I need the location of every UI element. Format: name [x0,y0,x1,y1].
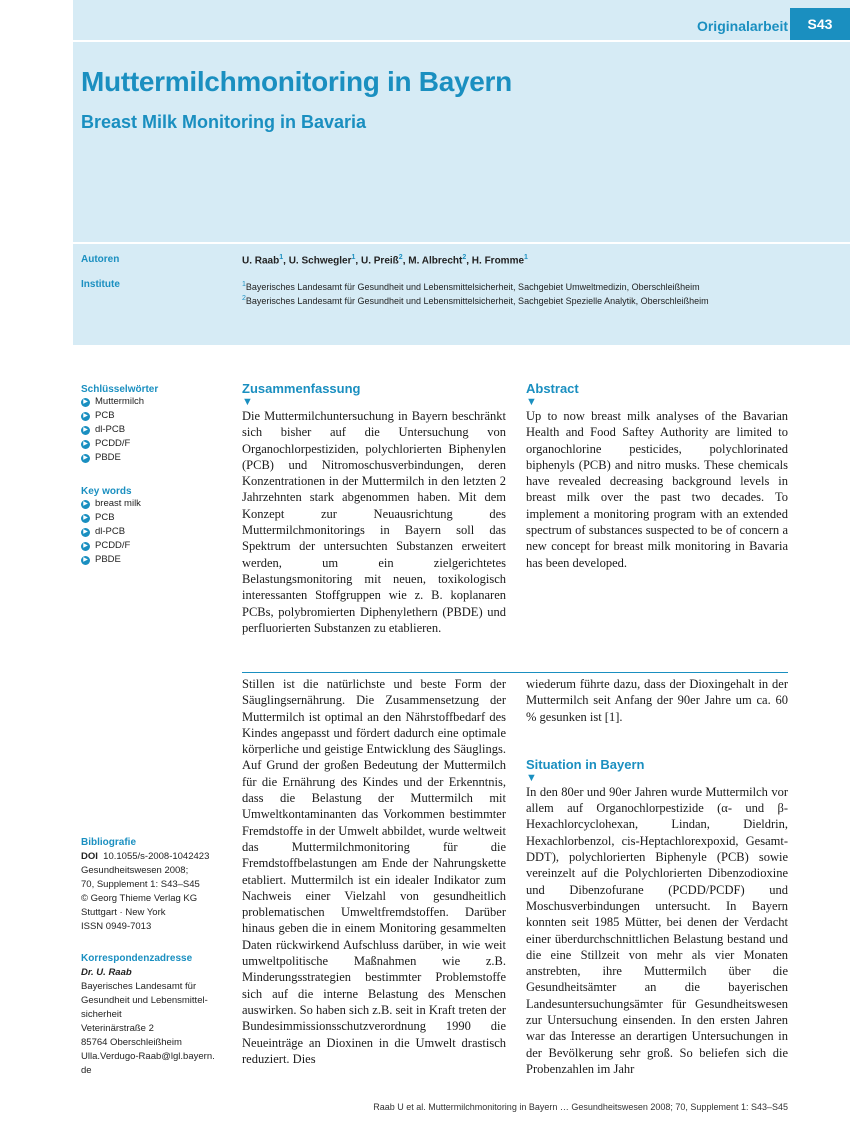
keywords-de [81,384,231,465]
footer-citation: Raab U et al. Muttermilchmonitoring in Bayern … Gesundheitswesen 2008; 70, Supplement 1: S43–S45 [373,1102,788,1112]
abstract-section [526,381,788,571]
bibliography-block [81,836,231,934]
keyword-item [81,437,231,451]
correspondence-heading: Korrespondenzadresse [81,953,193,964]
author-affiliation: 1 [524,254,528,261]
keyword-item [81,525,231,539]
institute-text: Bayerisches Landesamt für Gesundheit und Lebensmittelsicherheit, Sachgebiet Spezielle Analytik, Oberschleißheim [245,296,709,306]
author-affiliation: 1 [279,254,284,261]
institute-number: 2 [242,295,246,302]
keyword-text: breast milk [95,498,141,509]
keyword-item [81,539,231,553]
institute-item [242,279,709,293]
keyword-text: PCB [95,512,115,523]
bibliography-line: 70, Supplement 1: S43–S45 [81,879,200,890]
institute-text: Bayerisches Landesamt für Gesundheit und Lebensmittelsicherheit, Sachgebiet Umweltmedizin, Oberschleißheim [245,282,700,292]
author-separator: , [355,255,361,267]
bibliography-line: Stuttgart · New York [81,907,166,918]
triangle-down-icon: ▼ [242,396,253,408]
correspondence-block [81,952,231,1078]
bullet-icon: ▶ [81,556,90,565]
header-divider [73,40,850,42]
keyword-text: PCB [95,410,115,421]
correspondence-name: Dr. U. Raab [81,967,132,978]
author-separator: , [402,255,409,267]
section-label: Originalarbeit [696,18,788,34]
section-divider [242,672,788,673]
author-affiliation: 2 [462,254,467,261]
keyword-item [81,511,231,525]
author-name: H. Fromme [471,255,525,267]
zusammenfassung-text: Die Muttermilchuntersuchung in Bayern beschränkt sich bisher auf die Untersuchung von Organochlorpestiziden, polychlorierten Biphenylen (PCB) und Nitromoschusverbindungen, deren Konzentrationen in der Muttermilch in den letzten 2 Jahrzehnten stark abgenommen haben. Mit dem Konzept zur Neuausrichtung des Muttermilchmonitorings in Bayern soll das Spektrum der untersuchten Substanzen erweitert werden, um ein zielgerichtetes Belastungsmonitoring mit neuen, toxikologisch interessanten Stoffgruppen wie z. B. koplanaren PCBs, polybromierten Diphenylethern (PBDE) und perfluorierten Substanzen zu etablieren. [242,409,506,635]
keywords-en [81,486,231,567]
abstract-text: Up to now breast milk analyses of the Bavarian Health and Food Saftey Authority are limited to organochlorine pesticides, polychlorinated biphenyls (PCB) and nitro musks. These chemicals have revealed decreasing background levels in breast milk over the past two decades. To implement a monitoring program with an extended spectrum of substances suspected to be of concern a new concept for breast milk monitoring in Bavaria has been developed. [526,409,788,570]
keywords-en-heading: Key words [81,486,132,497]
article-subtitle: Breast Milk Monitoring in Bavaria [81,112,367,132]
bullet-icon: ▶ [81,454,90,463]
keyword-item [81,451,231,465]
zusammenfassung-heading: Zusammenfassung [242,381,361,396]
keyword-item [81,497,231,511]
keyword-item [81,395,231,409]
body-right-column [526,676,788,1077]
bullet-icon: ▶ [81,500,90,509]
address-line: Gesundheit und Lebensmittel- [81,995,208,1006]
bibliography-heading: Bibliografie [81,837,137,848]
meta-divider [73,242,850,244]
author-name: U. Schwegler [288,255,352,267]
author-separator: , [283,255,289,267]
triangle-down-icon: ▼ [526,771,537,784]
keyword-text: dl-PCB [95,526,126,537]
bullet-icon: ▶ [81,440,90,449]
bullet-icon: ▶ [81,514,90,523]
institute-list [242,279,709,307]
article-title: Muttermilchmonitoring in Bayern [81,66,512,97]
page-number-badge: S43 [790,8,850,40]
author-name: M. Albrecht [408,255,463,267]
body-text-right-top: wiederum führte dazu, dass der Dioxingehalt in der Muttermilch seit Anfang der 90er Jahre um ca. 60 % gesunken ist [1]. [526,677,788,724]
doi-label: DOI [81,851,98,862]
body-text-left: Stillen ist die natürlichste und beste Form der Säuglingsernährung. Die Zusammensetzung der Muttermilch ist optimal an den Nährstoffbedarf des Kindes angepasst und fördert dadurch eine optimale körperliche und geistige Entwicklung des Säuglings. Auf Grund der großen Bedeutung der Muttermilch für die Ernährung des Kindes und der Erkenntnis, dass die Belastung der Muttermilch mit Umweltkontaminanten das Vorkommen bestimmter Fremdstoffe in der Umwelt abbildet, wurde weltweit das Muttermilchmonitoring für die Fremdstoffbelastungen am Ende der Nahrungskette etabliert. Muttermilch ist ein idealer Indikator zum Nachweis einer Vielzahl von gesundheitlich problematischen Umweltfremdstoffen. Darüber hinaus geben die in einem Monitoring gesammelten Daten rückwirkend Aufschluss darüber, in wie weit umweltpolitische Maßnahmen wie z.B. Minderungsstrategien bestimmter Problemstoffe sich auf die interne Belastung des Menschen auswirken. So haben sich z.B. seit in Kraft treten der Bundesimmissionsschutzverordnung 1990 die Neueinträge an Dioxinen in die Umwelt drastisch reduziert. Dies [242,677,506,1066]
authors-label: Autoren [81,254,120,265]
bullet-icon: ▶ [81,542,90,551]
doi-line [81,850,231,864]
institutes-label: Institute [81,279,120,290]
keyword-item [81,409,231,423]
bibliography-line: © Georg Thieme Verlag KG [81,893,198,904]
keyword-text: PCDD/F [95,540,131,551]
author-name: U. Raab [242,255,280,267]
bullet-icon: ▶ [81,426,90,435]
author-separator: , [466,255,472,267]
situation-heading: Situation in Bayern [526,756,645,772]
keyword-text: dl-PCB [95,424,126,435]
bibliography-line: Gesundheitswesen 2008; [81,865,189,876]
author-list [242,254,528,266]
bullet-icon: ▶ [81,528,90,537]
zusammenfassung-section [242,381,506,636]
bullet-icon: ▶ [81,398,90,407]
abstract-heading: Abstract [526,381,579,396]
keywords-de-list [81,395,231,465]
keyword-text: PCDD/F [95,438,131,449]
author-affiliation: 2 [398,254,403,261]
email-link[interactable]: Ulla.Verdugo-Raab@lgl.bayern. [81,1051,215,1062]
institute-number: 1 [242,281,246,288]
bibliography-line: ISSN 0949-7013 [81,921,152,932]
bullet-icon: ▶ [81,412,90,421]
doi-value: 10.1055/s-2008-1042423 [103,851,210,862]
address-line: Bayerisches Landesamt für [81,981,197,992]
address-line: Veterinärstraße 2 [81,1023,154,1034]
institute-item [242,293,709,307]
keyword-text: PBDE [95,452,121,463]
address-line: sicherheit [81,1009,122,1020]
body-text-right-bottom: In den 80er und 90er Jahren wurde Muttermilch vor allem auf Organochlorpestizide (α- und β-Hexachlorcyclohexan, Lindan, Dieldrin, Hexachlorbenzol, cis-Heptachlorexpoxid, Gesamt- DDT), polychlorierten Biphenyle (PCB) sowie vereinzelt auf die Polychlorierten Dibenzodioxine und Dibenzofurane (PCDD/PCDF) und Moschusverbindungen untersucht. In Bayern konnten seit 1985 Mütter, bei denen der Verdacht einer überdurchschnittlichen Belastung bestand und die eine Stillzeit von mehr als vier Monaten anstrebten, ihre Muttermilch über die Gesundheitsämter an die bayerischen Landesuntersuchungsämter für Gesundheitswesen zur Untersuchung einsenden. In den ersten Jahren war das Interesse an derartigen Untersuchungen in der Bevölkerung sehr groß. So beliefen sich die Probenzahlen im Jahr [526,784,788,1076]
keyword-text: Muttermilch [95,396,145,407]
triangle-down-icon: ▼ [526,396,537,408]
address-line: 85764 Oberschleißheim [81,1037,182,1048]
email-link-continuation[interactable]: de [81,1065,92,1076]
keywords-de-heading: Schlüsselwörter [81,384,159,395]
keyword-item [81,553,231,567]
keywords-en-list [81,497,231,567]
author-affiliation: 1 [351,254,356,261]
keyword-item [81,423,231,437]
keyword-text: PBDE [95,554,121,565]
author-name: U. Preiß [360,255,399,267]
